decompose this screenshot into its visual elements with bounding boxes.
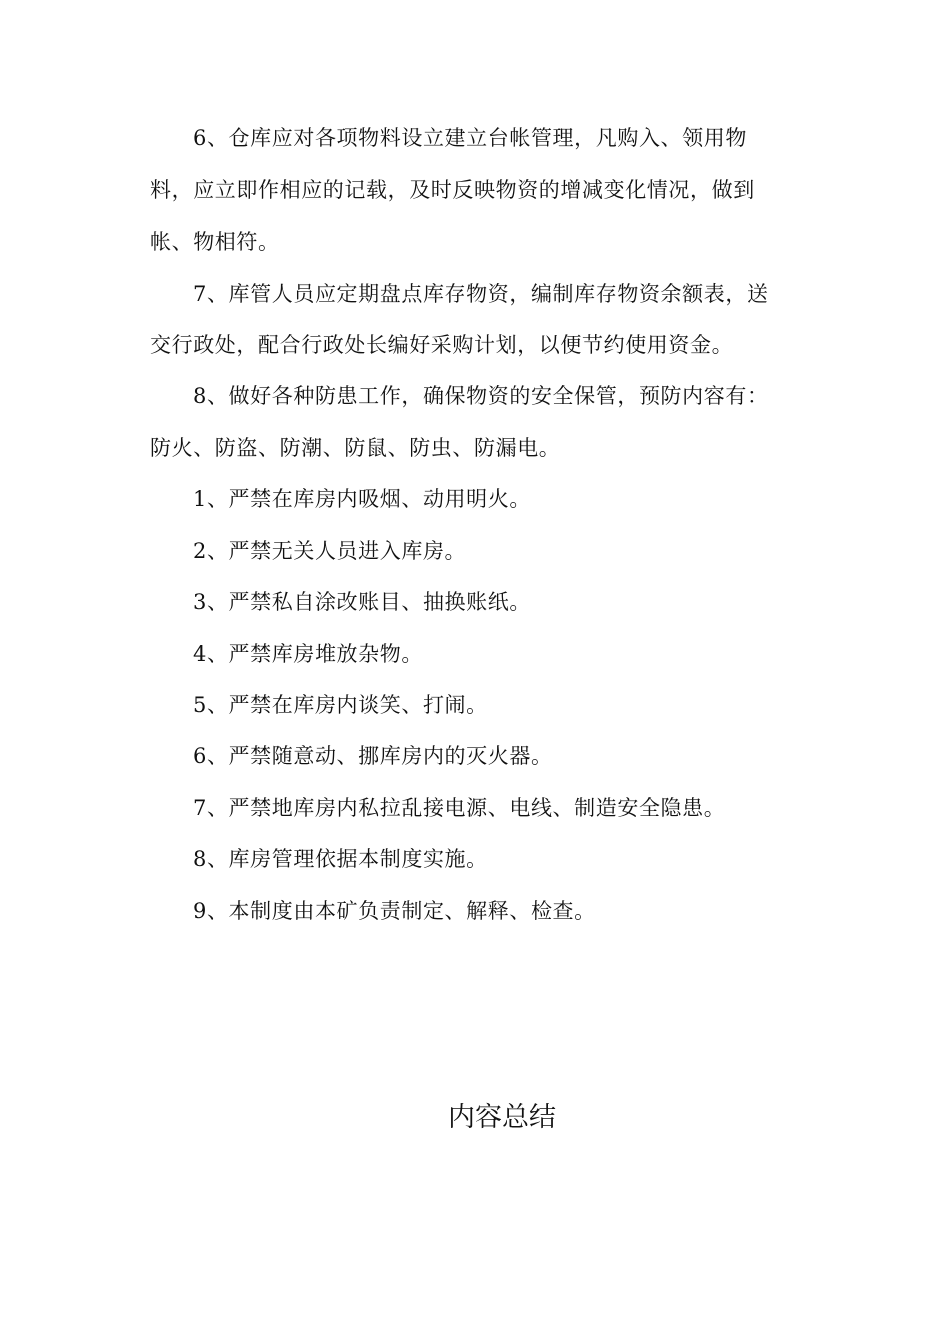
rule-item: 8、库房管理依据本制度实施。 <box>193 847 488 871</box>
rule-item: 4、严禁库房堆放杂物。 <box>193 642 423 666</box>
paragraph-7-line-1: 7、库管人员应定期盘点库存物资，编制库存物资余额表，送 <box>193 282 769 306</box>
paragraph-6-line-1: 6、仓库应对各项物料设立建立台帐管理，凡购入、领用物 <box>193 126 747 150</box>
paragraph-8-line-2: 防火、防盗、防潮、防鼠、防虫、防漏电。 <box>150 436 561 460</box>
rule-item: 5、严禁在库房内谈笑、打闹。 <box>193 693 488 717</box>
rule-item: 3、严禁私自涂改账目、抽换账纸。 <box>193 590 531 614</box>
rule-item: 6、严禁随意动、挪库房内的灭火器。 <box>193 744 553 768</box>
paragraph-7-line-2: 交行政处，配合行政处长编好采购计划，以便节约使用资金。 <box>150 333 734 357</box>
rule-item: 7、严禁地库房内私拉乱接电源、电线、制造安全隐患。 <box>193 796 726 820</box>
paragraph-8-line-1: 8、做好各种防患工作，确保物资的安全保管，预防内容有： <box>193 384 769 408</box>
paragraph-6-line-3: 帐、物相符。 <box>150 230 280 254</box>
summary-heading: 内容总结 <box>448 1102 556 1133</box>
paragraph-6-line-2: 料，应立即作相应的记载，及时反映物资的增减变化情况，做到 <box>150 178 755 202</box>
rule-item: 9、本制度由本矿负责制定、解释、检查。 <box>193 899 596 923</box>
rule-item: 2、严禁无关人员进入库房。 <box>193 539 467 563</box>
rule-item: 1、严禁在库房内吸烟、动用明火。 <box>193 487 531 511</box>
